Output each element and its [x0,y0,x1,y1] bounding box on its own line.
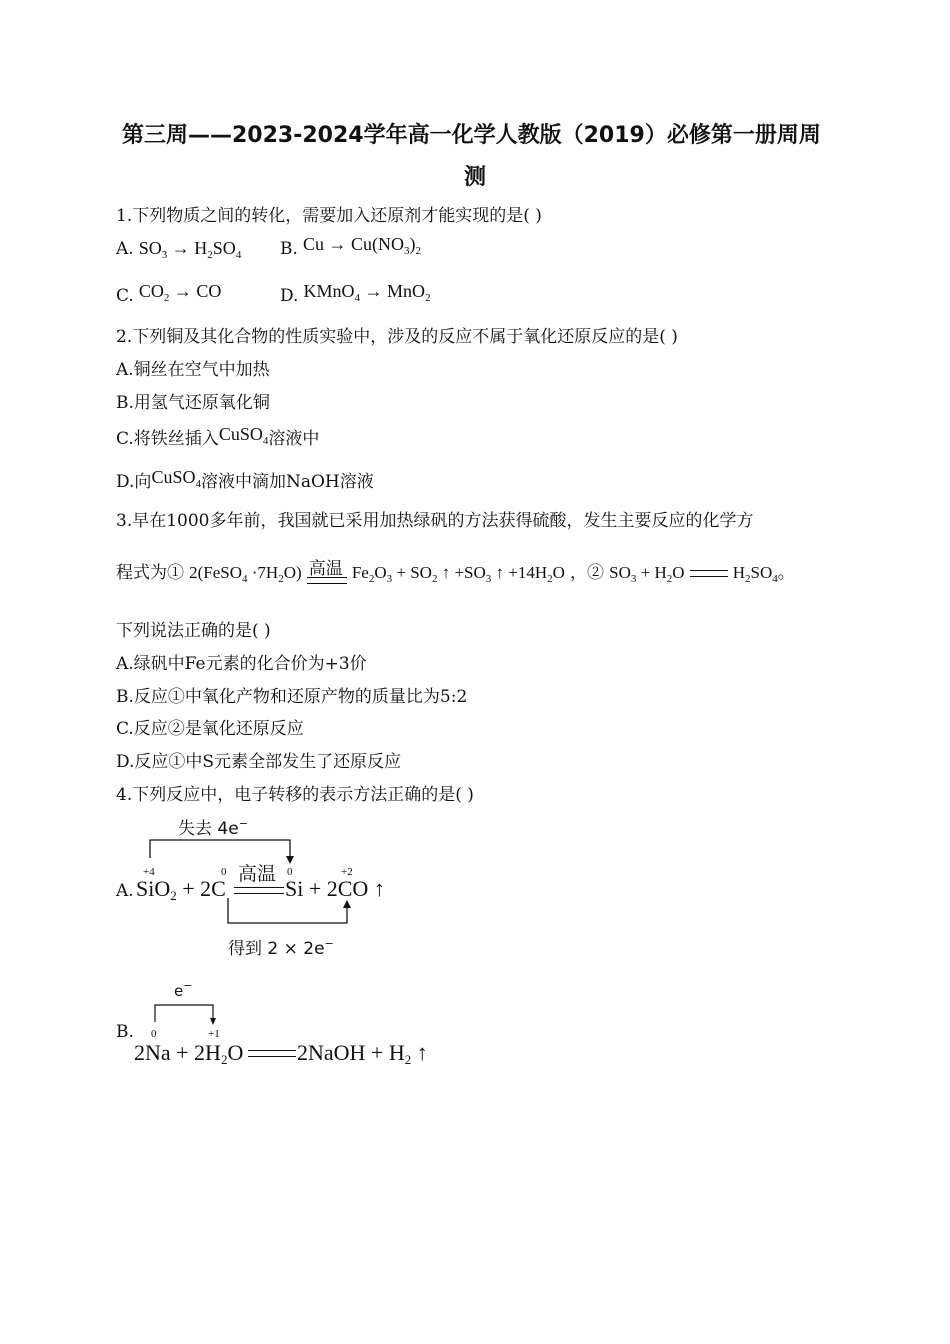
option-label: B. [280,239,298,259]
q2-option-d: D.向CuSO$_4$溶液中滴加NaOH溶液 [116,467,374,492]
equals-sign [248,1050,296,1057]
ox-state-na: 0 [151,1028,157,1040]
ox-state-h: +1 [208,1028,220,1040]
q2-option-c: C.将铁丝插入CuSO$_4$溶液中 [116,424,320,449]
q4-a-equation-lhs: SiO$_2$ + 2C [136,876,226,903]
question-3-stem: 3.早在1000多年前，我国就已采用加热绿矾的方法获得硫酸，发生主要反应的化学方 [116,511,754,531]
q3-option-a: A.绿矾中Fe元素的化合价为+3价 [116,654,367,674]
question-1-stem: 1.下列物质之间的转化，需要加入还原剂才能实现的是( ) [116,206,542,226]
q4-a-condition: 高温 [238,863,277,885]
electron-loss-label: 失去 4e− [178,817,248,839]
question-2-stem: 2.下列铜及其化合物的性质实验中，涉及的反应不属于氧化还原反应的是( ) [116,327,678,347]
formula: KMnO$_4$ → MnO$_2$ [303,281,431,304]
option-label: C. [116,286,134,306]
page-title-continued: 测 [464,165,487,190]
q2-option-a: A.铜丝在空气中加热 [116,360,270,380]
q4-option-a-label: A. [116,881,134,901]
equation-2-rhs: $H_2SO_4$ [732,563,778,585]
q4-b-equation-rhs: 2NaOH + $H_2$ ↑ [297,1040,428,1067]
question-4-stem: 4.下列反应中，电子转移的表示方法正确的是( ) [116,785,474,805]
q2-option-b: B.用氢气还原氧化铜 [116,393,270,413]
electron-transfer-label: e− [174,979,193,1000]
electron-gain-label: 得到 2 × 2e− [228,937,334,959]
option-label: D. [280,286,299,306]
ox-state-c-reactant: 0 [221,866,227,878]
q3-option-c: C.反应②是氧化还原反应 [116,719,304,739]
equation-2: $SO_3 + H_2O$ [609,563,685,585]
q3-option-d: D.反应①中S元素全部发生了还原反应 [116,752,402,772]
formula: $SO_3 \to H_2SO_4$ [138,238,242,261]
q3-equation-line: 程式为① 2(FeSO$_4$ $\cdot 7H_2O$) 高温 $Fe_2O_3 + SO_2$ ↑ $+SO_3$ ↑ $+14H_2O$ ，② $SO_3 + H_2O$ $H_2SO_4$。 [116,559,795,585]
q4-a-equation-rhs: Si + 2CO ↑ [285,876,385,901]
q4-option-b-label: B. [116,1022,134,1042]
ox-state-si-product: 0 [287,866,293,878]
q3-question: 下列说法正确的是( ) [116,621,271,641]
equation-1-lhs: 2(FeSO$_4$ $\cdot 7H_2O$) [189,563,302,585]
formula: $CO_2$ → CO [138,281,222,304]
ox-state-c-product: +2 [341,866,353,878]
page-title: 第三周——2023-2024学年高一化学人教版（2019）必修第一册周周 [122,123,821,148]
formula: CuSO$_4$ [218,424,269,447]
formula: $Cu \to Cu(NO_3)_2$ [303,234,422,257]
q3-option-b: B.反应①中氧化产物和还原产物的质量比为5:2 [116,687,468,707]
equation-1-rhs: $Fe_2O_3 + SO_2$ ↑ $+SO_3$ ↑ $+14H_2O$ [351,563,565,585]
formula: CuSO$_4$ [151,467,201,490]
option-label: A. [116,239,134,259]
q4-b-equation-lhs: $2Na + 2H_2O$ [134,1040,244,1067]
ox-state-si-reactant: +4 [143,866,155,878]
